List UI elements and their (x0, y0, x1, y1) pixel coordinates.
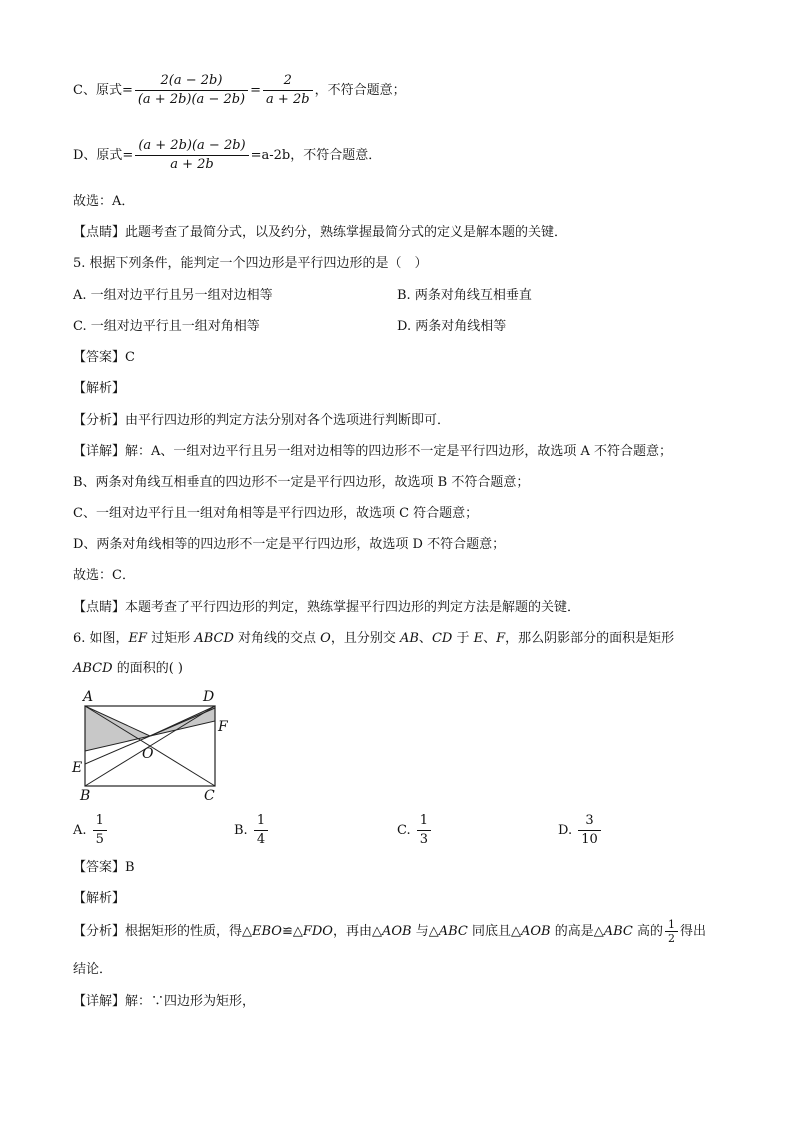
q6-analysis-aob: AOB (381, 924, 412, 939)
q6-option-c-fraction (417, 812, 431, 849)
q5-answer: 【答案】C (73, 350, 135, 365)
c-fraction-1 (135, 72, 248, 109)
q6-stem-part: 、 (483, 631, 497, 646)
q4-comment: 【点睛】此题考查了最简分式，以及约分，熟练掌握最简分式的定义是解本题的关键． (73, 225, 568, 240)
solution-line-c (73, 72, 406, 109)
q6-option-b-den: 4 (256, 832, 266, 847)
q5-option-a: A. 一组对边平行且另一组对边相等 (73, 288, 273, 303)
q6-option-b (234, 812, 270, 849)
q6-analysis-part: 的高是△ (550, 924, 604, 939)
d-frac-numerator: (a + 2b)(a − 2b) (135, 137, 248, 156)
c-frac1-numerator: 2(a − 2b) (135, 72, 248, 91)
q6-analysis-part: 高的 (632, 924, 664, 939)
label-o: O (142, 746, 154, 762)
label-f: F (218, 719, 228, 735)
q6-stem-part: ，那么阴影部分的面积是矩形 (505, 631, 675, 646)
label-d: D (203, 689, 215, 705)
q6-analysis-part: ，再由△ (332, 924, 382, 939)
q5-option-b: B. 两条对角线互相垂直 (397, 288, 532, 303)
q6-half-den: 2 (668, 932, 676, 945)
q6-analysis-line-2: 结论． (73, 962, 113, 977)
label-e: E (72, 760, 83, 776)
q6-analysis-part: 与△ (411, 924, 439, 939)
q6-option-c-num: 1 (417, 812, 431, 831)
q6-stem-part: 于 (452, 631, 474, 646)
q6-stem-part: 对角线的交点 (233, 631, 321, 646)
c-equals: = (250, 83, 262, 98)
q6-option-a-label: A. (73, 823, 87, 838)
q6-ef: EF (128, 631, 148, 646)
q6-option-a-num: 1 (93, 812, 107, 831)
q4-choice: 故选：A． (73, 194, 135, 209)
q6-analysis-part: 得出 (680, 924, 707, 939)
q6-o: O (320, 631, 331, 646)
q6-jiexi: 【解析】 (73, 891, 126, 906)
q6-stem-line-1 (73, 630, 674, 648)
q6-stem-line-2 (73, 660, 183, 678)
q5-option-c: C. 一组对边平行且一组对角相等 (73, 319, 260, 334)
q6-half-num: 1 (665, 918, 678, 932)
label-b: B (80, 788, 91, 804)
q6-option-d-fraction (578, 812, 601, 849)
q6-analysis-ebo: EBO (252, 924, 282, 939)
q6-stem-part: 、 (418, 631, 432, 646)
q5-jiexi: 【解析】 (73, 381, 126, 396)
c-fraction-2 (263, 72, 313, 109)
q6-option-d-num: 3 (578, 812, 601, 831)
solution-line-d (73, 137, 381, 174)
q6-cd: CD (431, 631, 453, 646)
q6-stem-part: 6. 如图， (73, 631, 129, 646)
q6-answer: 【答案】B (73, 860, 135, 875)
q6-option-a-fraction (93, 812, 107, 849)
q6-abcd: ABCD (194, 631, 234, 646)
q6-ab: AB (399, 631, 419, 646)
q5-analysis: 【分析】由平行四边形的判定方法分别对各个选项进行判断即可． (73, 413, 451, 428)
q6-analysis (73, 918, 706, 945)
q6-analysis-part: 【分析】根据矩形的性质，得△ (73, 924, 252, 939)
q6-option-d-den: 10 (581, 832, 598, 847)
q6-analysis-part: ≌△ (281, 924, 303, 939)
q5-option-d: D. 两条对角线相等 (397, 319, 507, 334)
q6-option-a-den: 5 (95, 832, 104, 847)
q6-option-b-num: 1 (254, 812, 268, 831)
q6-analysis-abc: ABC (438, 924, 468, 939)
q5-comment: 【点睛】本题考查了平行四边形的判定，熟练掌握平行四边形的判定方法是解题的关键． (73, 600, 581, 615)
q6-stem-rest: 的面积的( ) (112, 661, 183, 676)
q6-analysis-fdo: FDO (302, 924, 333, 939)
q5-choice: 故选：C． (73, 568, 135, 583)
q5-stem: 5. 根据下列条件，能判定一个四边形是平行四边形的是（ ） (73, 256, 428, 271)
c-frac1-denominator: (a + 2b)(a − 2b) (137, 92, 246, 107)
c-prefix: C、原式= (73, 83, 133, 98)
q6-half-fraction (665, 918, 678, 945)
d-frac-denominator: a + 2b (170, 157, 214, 172)
q6-option-d-label: D. (558, 823, 573, 838)
q6-option-b-label: B. (234, 823, 248, 838)
q6-stem-part: 过矩形 (147, 631, 195, 646)
q6-option-c-den: 3 (419, 832, 429, 847)
q6-abcd-2: ABCD (73, 661, 113, 676)
q5-detail-3: C、一组对边平行且一组对角相等是平行四边形，故选项 C 符合题意； (73, 506, 479, 521)
q6-stem-part: ，且分别交 (330, 631, 400, 646)
q6-e: E (473, 631, 484, 646)
d-prefix: D、原式= (73, 148, 134, 163)
c-suffix: ，不符合题意； (314, 83, 406, 98)
q6-analysis-aob-2: AOB (520, 924, 551, 939)
q6-option-d (558, 812, 603, 849)
q6-analysis-part: 同底且△ (467, 924, 521, 939)
q6-analysis-abc-2: ABC (603, 924, 633, 939)
q5-detail-1: 【详解】解：A、一组对边平行且另一组对边相等的四边形不一定是平行四边形，故选项 A 不符合题意； (73, 444, 673, 459)
rectangle-figure (70, 686, 240, 804)
label-a: A (83, 689, 94, 705)
q6-option-c-label: C. (397, 823, 411, 838)
q5-detail-2: B、两条对角线互相垂直的四边形不一定是平行四边形，故选项 B 不符合题意； (73, 475, 530, 490)
label-c: C (204, 788, 215, 804)
c-frac2-denominator: a + 2b (266, 92, 310, 107)
c-frac2-numerator: 2 (263, 72, 313, 91)
d-fraction (135, 137, 248, 174)
q5-detail-4: D、两条对角线相等的四边形不一定是平行四边形，故选项 D 不符合题意； (73, 537, 506, 552)
shaded-triangle-left (85, 706, 150, 751)
q6-option-c (397, 812, 433, 849)
q6-option-a (73, 812, 109, 849)
d-suffix: =a-2b，不符合题意． (250, 148, 382, 163)
q6-f: F (496, 631, 506, 646)
q6-option-b-fraction (254, 812, 268, 849)
q6-detail: 【详解】解：∵四边形为矩形， (73, 994, 256, 1009)
